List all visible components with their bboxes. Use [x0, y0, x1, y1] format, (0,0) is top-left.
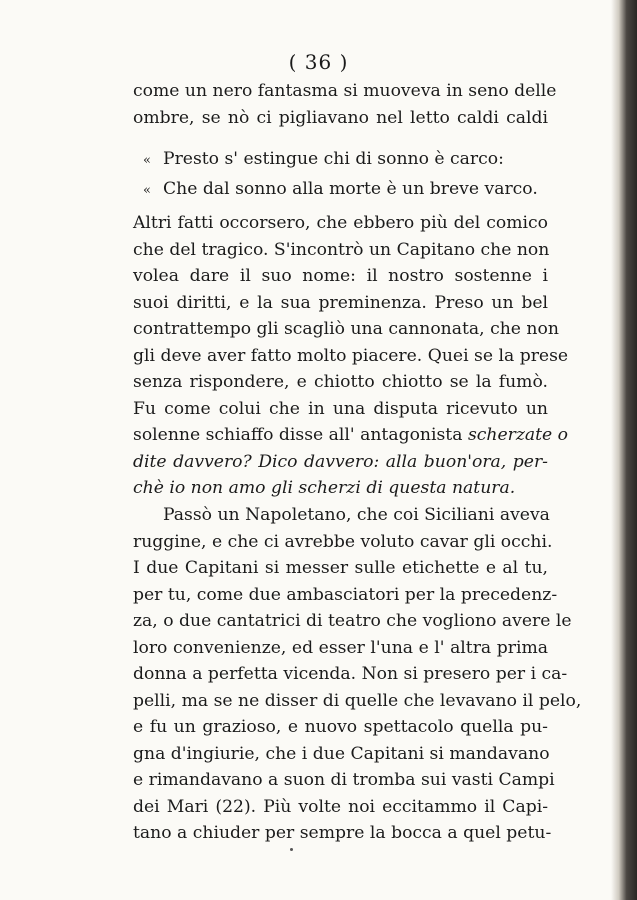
text-line: contrattempo gli scagliò una cannonata, che non: [133, 319, 559, 339]
verse-line: [143, 145, 538, 175]
text-segment: solenne schiaffo disse all' antagonista: [133, 425, 463, 445]
text-line: senza rispondere, e chiotto chiotto se la fumò.: [133, 372, 548, 392]
text-line: gli deve aver fatto molto piacere. Quei se la prese: [133, 345, 569, 366]
text-line: za, o due cantatrici di teatro che vogliono avere le: [133, 611, 572, 631]
quote-mark: «: [143, 183, 151, 198]
paragraph-2: [133, 210, 569, 502]
ink-speck: [290, 848, 293, 851]
italic-line: chè io non amo gli scherzi di questa natura.: [133, 478, 516, 498]
paragraph-1: [133, 78, 557, 131]
text-line: suoi diritti, e la sua preminenza. Preso un bel: [133, 292, 548, 313]
text-line: pelli, ma se ne disser di quelle che levavano il pelo,: [133, 690, 582, 711]
text-line: dei Mari (22). Più volte noi eccitammo il Capi-: [133, 796, 548, 817]
verse-text: Presto s' estingue chi di sonno è carco:: [163, 149, 504, 169]
text-line: gna d'ingiurie, che i due Capitani si mandavano: [133, 743, 550, 764]
text-line: volea dare il suo nome: il nostro sostenne i: [133, 266, 548, 286]
italic-segment: scherzate o: [467, 425, 569, 445]
verse-quote: [143, 145, 538, 205]
text-line: e rimandavano a suon di tromba sui vasti Campi: [133, 770, 555, 790]
text-line: Fu come colui che in una disputa ricevuto un: [133, 398, 548, 419]
quote-mark: «: [143, 153, 151, 168]
text-line: Altri fatti occorsero, che ebbero più del comico: [133, 213, 548, 233]
verse-line: [143, 175, 538, 205]
verse-text: Che dal sonno alla morte è un breve varco.: [163, 179, 538, 199]
page-number: ( 36 ): [288, 50, 349, 74]
text-line: come un nero fantasma si muoveva in seno delle: [133, 81, 557, 101]
text-line: e fu un grazioso, e nuovo spettacolo quella pu-: [133, 717, 548, 737]
text-line: che del tragico. S'incontrò un Capitano che non: [133, 239, 550, 260]
italic-line: dite davvero? Dico davvero: alla buon'ora, per-: [133, 451, 548, 472]
text-line: Passò un Napoletano, che coi Siciliani aveva: [163, 505, 550, 525]
text-line: per tu, come due ambasciatori per la precedenz-: [133, 584, 558, 605]
text-line: loro convenienze, ed esser l'una e l' altra prima: [133, 637, 548, 658]
paragraph-3: [133, 502, 582, 847]
text-line: ruggine, e che ci avrebbe voluto cavar gli occhi.: [133, 531, 553, 552]
book-spine-shadow: [611, 0, 637, 900]
text-line: ombre, se nò ci pigliavano nel letto caldi caldi: [133, 107, 548, 128]
text-line: donna a perfetta vicenda. Non si presero per i ca-: [133, 664, 568, 684]
text-line-mixed: [133, 422, 569, 449]
text-line: I due Capitani si messer sulle etichette e al tu,: [133, 558, 548, 578]
text-line: tano a chiuder per sempre la bocca a quel petu-: [133, 823, 552, 843]
